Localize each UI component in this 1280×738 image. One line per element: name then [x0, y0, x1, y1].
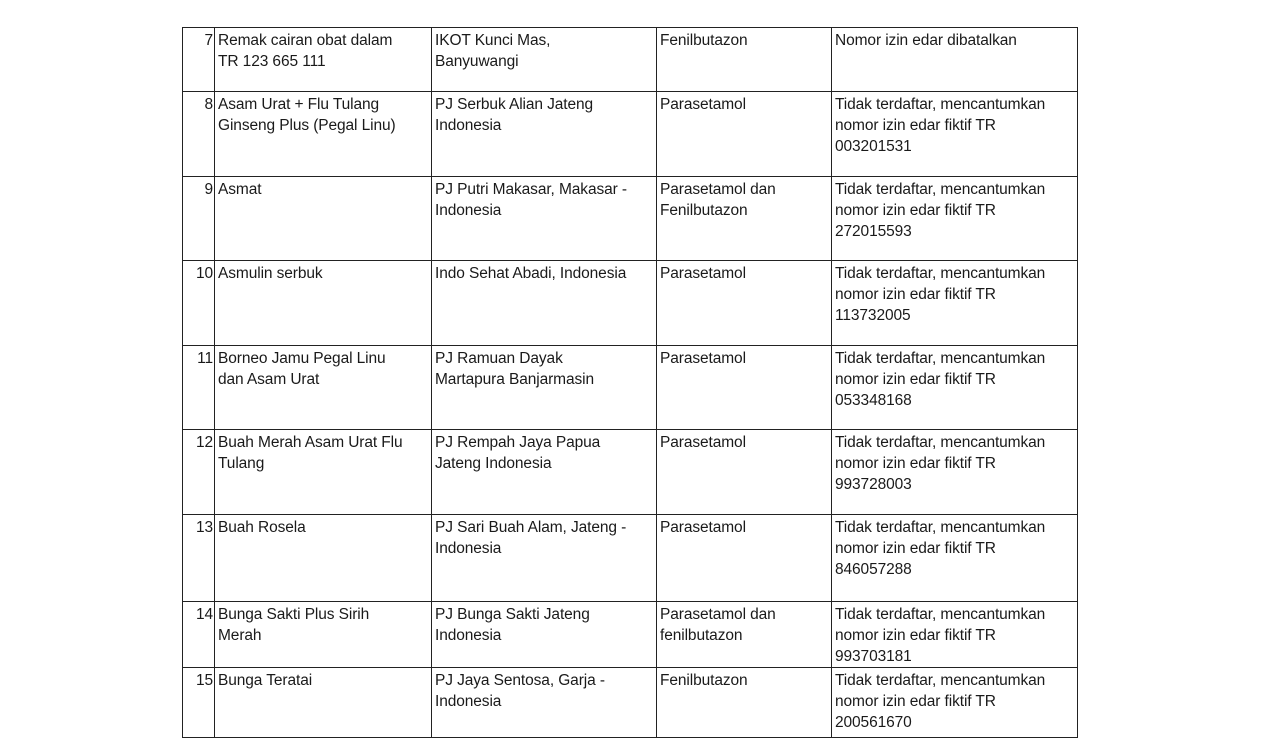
chemical-substance: Fenilbutazon [657, 28, 832, 92]
table-row [183, 346, 1078, 430]
chemical-substance: Parasetamol [657, 261, 832, 346]
producer: PJ Sari Buah Alam, Jateng - Indonesia [432, 515, 657, 602]
producer: PJ Rempah Jaya Papua Jateng Indonesia [432, 430, 657, 515]
chemical-substance: Parasetamol dan fenilbutazon [657, 602, 832, 668]
chemical-substance: Parasetamol [657, 346, 832, 430]
status-note: Tidak terdaftar, mencantumkan nomor izin edar fiktif TR 113732005 [832, 261, 1078, 346]
table-row [183, 602, 1078, 668]
table-row [183, 28, 1078, 92]
status-note: Tidak terdaftar, mencantumkan nomor izin edar fiktif TR 003201531 [832, 92, 1078, 177]
row-number: 7 [183, 28, 215, 92]
table-row [183, 177, 1078, 261]
product-name: Asmat [215, 177, 432, 261]
row-number: 15 [183, 668, 215, 738]
row-number: 9 [183, 177, 215, 261]
product-name: Buah Rosela [215, 515, 432, 602]
row-number: 8 [183, 92, 215, 177]
table-row [183, 92, 1078, 177]
status-note: Tidak terdaftar, mencantumkan nomor izin edar fiktif TR 993703181 [832, 602, 1078, 668]
chemical-substance: Parasetamol [657, 515, 832, 602]
table-row [183, 515, 1078, 602]
chemical-substance: Parasetamol [657, 430, 832, 515]
product-name: Asam Urat + Flu Tulang Ginseng Plus (Pegal Linu) [215, 92, 432, 177]
producer: IKOT Kunci Mas, Banyuwangi [432, 28, 657, 92]
row-number: 12 [183, 430, 215, 515]
product-name: Bunga Sakti Plus Sirih Merah [215, 602, 432, 668]
producer: PJ Ramuan Dayak Martapura Banjarmasin [432, 346, 657, 430]
table-row [183, 668, 1078, 738]
producer: PJ Jaya Sentosa, Garja - Indonesia [432, 668, 657, 738]
chemical-substance: Fenilbutazon [657, 668, 832, 738]
product-name: Buah Merah Asam Urat Flu Tulang [215, 430, 432, 515]
status-note: Tidak terdaftar, mencantumkan nomor izin edar fiktif TR 993728003 [832, 430, 1078, 515]
producer: PJ Bunga Sakti Jateng Indonesia [432, 602, 657, 668]
status-note: Tidak terdaftar, mencantumkan nomor izin edar fiktif TR 200561670 [832, 668, 1078, 738]
status-note: Nomor izin edar dibatalkan [832, 28, 1078, 92]
row-number: 10 [183, 261, 215, 346]
product-name: Bunga Teratai [215, 668, 432, 738]
table-row [183, 430, 1078, 515]
product-name: Asmulin serbuk [215, 261, 432, 346]
status-note: Tidak terdaftar, mencantumkan nomor izin edar fiktif TR 272015593 [832, 177, 1078, 261]
producer: PJ Serbuk Alian Jateng Indonesia [432, 92, 657, 177]
product-name: Borneo Jamu Pegal Linu dan Asam Urat [215, 346, 432, 430]
product-name: Remak cairan obat dalam TR 123 665 111 [215, 28, 432, 92]
table-row [183, 261, 1078, 346]
producer: Indo Sehat Abadi, Indonesia [432, 261, 657, 346]
status-note: Tidak terdaftar, mencantumkan nomor izin edar fiktif TR 053348168 [832, 346, 1078, 430]
row-number: 13 [183, 515, 215, 602]
chemical-substance: Parasetamol dan Fenilbutazon [657, 177, 832, 261]
chemical-substance: Parasetamol [657, 92, 832, 177]
producer: PJ Putri Makasar, Makasar - Indonesia [432, 177, 657, 261]
status-note: Tidak terdaftar, mencantumkan nomor izin edar fiktif TR 846057288 [832, 515, 1078, 602]
medicine-warning-table [182, 27, 1078, 738]
row-number: 14 [183, 602, 215, 668]
row-number: 11 [183, 346, 215, 430]
